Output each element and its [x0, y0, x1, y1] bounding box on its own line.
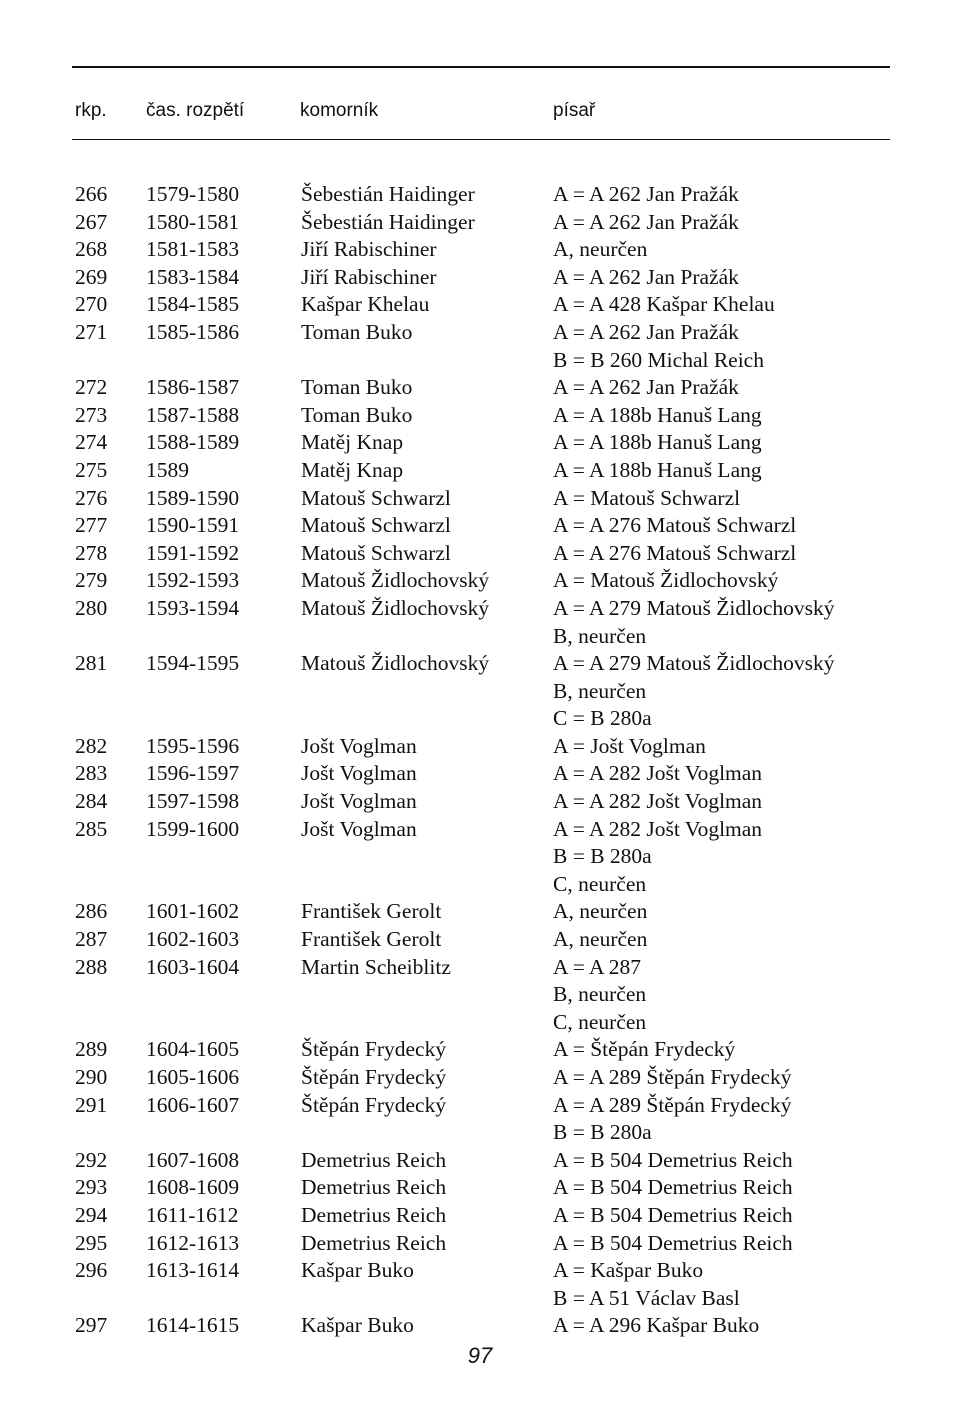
- row-line: [0, 1230, 960, 1258]
- cell-rkp: 286: [75, 899, 108, 924]
- cell-scribe: A = A 287: [553, 954, 641, 979]
- table-row: [0, 816, 960, 899]
- table-row: [0, 650, 960, 733]
- table-row: [0, 402, 960, 430]
- cell-chamberlain: Jošt Voglman: [301, 789, 417, 814]
- cell-scribe: A, neurčen: [553, 237, 648, 262]
- row-line: [0, 788, 960, 816]
- cell-scribe: A = B 504 Demetrius Reich: [553, 1230, 793, 1255]
- cell-time-span: 1599-1600: [146, 816, 240, 841]
- cell-chamberlain: Matouš Schwarzl: [301, 485, 451, 510]
- table-row: [0, 512, 960, 540]
- cell-chamberlain: Jošt Voglman: [301, 733, 417, 758]
- cell-time-span: 1591-1592: [146, 540, 240, 565]
- cell-scribe: A = Matouš Židlochovský: [553, 568, 779, 593]
- cell-time-span: 1605-1606: [146, 1065, 240, 1089]
- row-line: [0, 485, 960, 513]
- cell-time-span: 1589-1590: [146, 485, 240, 510]
- row-line: [0, 457, 960, 485]
- cell-chamberlain: Štěpán Frydecký: [301, 1065, 447, 1089]
- cell-chamberlain: František Gerolt: [301, 899, 442, 924]
- cell-scribe: C, neurčen: [553, 1009, 647, 1034]
- cell-time-span: 1608-1609: [146, 1175, 240, 1200]
- row-line: [0, 954, 960, 982]
- cell-time-span: 1592-1593: [146, 568, 240, 593]
- cell-chamberlain: Štěpán Frydecký: [301, 1037, 447, 1062]
- cell-rkp: 283: [75, 761, 108, 786]
- table-row: [0, 898, 960, 926]
- row-line: [0, 843, 960, 871]
- cell-time-span: 1585-1586: [146, 319, 240, 344]
- table-row: [0, 733, 960, 761]
- cell-rkp: 278: [75, 540, 108, 565]
- cell-scribe: A = A 289 Štěpán Frydecký: [553, 1092, 792, 1117]
- cell-time-span: 1612-1613: [146, 1230, 240, 1255]
- row-line: [0, 1312, 960, 1340]
- cell-chamberlain: Jiří Rabischiner: [301, 237, 437, 262]
- cell-chamberlain: Matouš Schwarzl: [301, 540, 451, 565]
- cell-chamberlain: Šebestián Haidinger: [301, 182, 475, 206]
- table-row: [0, 319, 960, 374]
- cell-time-span: 1602-1603: [146, 927, 240, 952]
- cell-rkp: 294: [75, 1202, 108, 1227]
- cell-rkp: 281: [75, 651, 108, 676]
- table-row: [0, 429, 960, 457]
- cell-rkp: 272: [75, 375, 108, 400]
- cell-time-span: 1584-1585: [146, 292, 240, 317]
- cell-scribe: A = A 289 Štěpán Frydecký: [553, 1065, 792, 1089]
- cell-rkp: 279: [75, 568, 108, 593]
- row-line: [0, 898, 960, 926]
- cell-scribe: A = A 188b Hanuš Lang: [553, 457, 762, 482]
- row-line: [0, 816, 960, 844]
- cell-scribe: A = A 262 Jan Pražák: [553, 319, 739, 344]
- cell-scribe: A = A 262 Jan Pražák: [553, 264, 739, 289]
- cell-time-span: 1588-1589: [146, 430, 240, 455]
- cell-rkp: 276: [75, 485, 108, 510]
- cell-scribe: A = A 188b Hanuš Lang: [553, 430, 762, 455]
- cell-chamberlain: Matouš Židlochovský: [301, 651, 490, 676]
- row-line: [0, 678, 960, 706]
- table-row: [0, 264, 960, 292]
- cell-rkp: 269: [75, 264, 108, 289]
- cell-time-span: 1613-1614: [146, 1258, 240, 1283]
- cell-rkp: 295: [75, 1230, 108, 1255]
- table-row: [0, 1064, 960, 1092]
- header-scribe: písař: [553, 100, 596, 121]
- row-line: [0, 264, 960, 292]
- table-row: [0, 540, 960, 568]
- cell-scribe: A = Kašpar Buko: [553, 1258, 704, 1283]
- table-row: [0, 954, 960, 1037]
- cell-rkp: 296: [75, 1258, 108, 1283]
- row-line: [0, 650, 960, 678]
- cell-chamberlain: Matěj Knap: [301, 430, 404, 455]
- cell-time-span: 1594-1595: [146, 651, 240, 676]
- cell-chamberlain: Matouš Schwarzl: [301, 513, 451, 538]
- cell-chamberlain: Toman Buko: [301, 319, 413, 344]
- cell-scribe: A, neurčen: [553, 899, 648, 924]
- row-line: [0, 1174, 960, 1202]
- table-row: [0, 236, 960, 264]
- table-row: [0, 788, 960, 816]
- row-line: [0, 291, 960, 319]
- cell-rkp: 282: [75, 733, 108, 758]
- cell-scribe: B, neurčen: [553, 982, 647, 1007]
- cell-time-span: 1589: [146, 457, 189, 482]
- cell-rkp: 267: [75, 209, 108, 234]
- cell-time-span: 1614-1615: [146, 1313, 240, 1338]
- row-line: [0, 1009, 960, 1037]
- row-line: [0, 181, 960, 209]
- cell-scribe: A = A 282 Jošt Voglman: [553, 761, 763, 786]
- table-row: [0, 291, 960, 319]
- page-number: 97: [467, 1343, 493, 1368]
- row-line: [0, 623, 960, 651]
- table-row: [0, 1312, 960, 1340]
- table-row: [0, 1092, 960, 1147]
- cell-chamberlain: Jošt Voglman: [301, 816, 417, 841]
- row-line: [0, 236, 960, 264]
- cell-scribe: B = B 280a: [553, 844, 652, 869]
- table-row: [0, 457, 960, 485]
- cell-scribe: C, neurčen: [553, 871, 647, 896]
- cell-scribe: A = B 504 Demetrius Reich: [553, 1202, 793, 1227]
- table-row: [0, 181, 960, 209]
- row-line: [0, 209, 960, 237]
- table-row: [0, 374, 960, 402]
- cell-rkp: 289: [75, 1037, 108, 1062]
- table-row: [0, 1147, 960, 1175]
- row-line: [0, 1147, 960, 1175]
- row-line: [0, 319, 960, 347]
- table-row: [0, 926, 960, 954]
- cell-time-span: 1586-1587: [146, 375, 240, 400]
- cell-chamberlain: Toman Buko: [301, 375, 413, 400]
- cell-chamberlain: Matouš Židlochovský: [301, 568, 490, 593]
- cell-chamberlain: Toman Buko: [301, 402, 413, 427]
- cell-scribe: A = B 504 Demetrius Reich: [553, 1147, 793, 1172]
- row-line: [0, 705, 960, 733]
- cell-rkp: 266: [75, 182, 108, 206]
- cell-rkp: 280: [75, 595, 108, 620]
- cell-scribe: B, neurčen: [553, 623, 647, 648]
- cell-time-span: 1611-1612: [146, 1202, 239, 1227]
- cell-rkp: 292: [75, 1147, 108, 1172]
- cell-scribe: A = Matouš Schwarzl: [553, 485, 741, 510]
- cell-rkp: 290: [75, 1065, 108, 1089]
- row-line: [0, 1119, 960, 1147]
- table-row: [0, 209, 960, 237]
- cell-rkp: 268: [75, 237, 108, 262]
- table-row: [0, 567, 960, 595]
- cell-chamberlain: Jiří Rabischiner: [301, 264, 437, 289]
- cell-scribe: A = B 504 Demetrius Reich: [553, 1175, 793, 1200]
- cell-time-span: 1593-1594: [146, 595, 240, 620]
- cell-scribe: A = A 279 Matouš Židlochovský: [553, 595, 835, 620]
- cell-scribe: A = Jošt Voglman: [553, 733, 706, 758]
- cell-scribe: A = A 428 Kašpar Khelau: [553, 292, 775, 317]
- table-row: [0, 1202, 960, 1230]
- cell-scribe: A = A 276 Matouš Schwarzl: [553, 513, 797, 538]
- row-line: [0, 1092, 960, 1120]
- cell-time-span: 1590-1591: [146, 513, 240, 538]
- header-rkp: rkp.: [75, 100, 107, 121]
- cell-scribe: B, neurčen: [553, 678, 647, 703]
- cell-rkp: 271: [75, 319, 108, 344]
- header-chamberlain: komorník: [300, 100, 379, 121]
- cell-rkp: 291: [75, 1092, 108, 1117]
- cell-scribe: A = A 262 Jan Pražák: [553, 182, 739, 206]
- cell-rkp: 275: [75, 457, 108, 482]
- row-line: [0, 402, 960, 430]
- header-time-span: čas. rozpětí: [146, 100, 245, 121]
- cell-time-span: 1580-1581: [146, 209, 240, 234]
- cell-chamberlain: Šebestián Haidinger: [301, 209, 475, 234]
- top-rule: [72, 66, 890, 68]
- table-row: [0, 1257, 960, 1312]
- cell-scribe: A = A 262 Jan Pražák: [553, 209, 739, 234]
- row-line: [0, 540, 960, 568]
- table-row: [0, 1230, 960, 1258]
- row-line: [0, 926, 960, 954]
- cell-time-span: 1597-1598: [146, 789, 240, 814]
- cell-scribe: A = A 276 Matouš Schwarzl: [553, 540, 797, 565]
- row-line: [0, 871, 960, 899]
- cell-rkp: 277: [75, 513, 108, 538]
- cell-time-span: 1595-1596: [146, 733, 240, 758]
- cell-time-span: 1606-1607: [146, 1092, 240, 1117]
- table-row: [0, 760, 960, 788]
- cell-chamberlain: Kašpar Buko: [301, 1258, 414, 1283]
- row-line: [0, 512, 960, 540]
- cell-time-span: 1579-1580: [146, 182, 240, 206]
- row-line: [0, 595, 960, 623]
- table-row: [0, 1174, 960, 1202]
- table-row: [0, 485, 960, 513]
- cell-rkp: 273: [75, 402, 108, 427]
- header-rule: [72, 139, 890, 140]
- row-line: [0, 347, 960, 375]
- cell-chamberlain: Kašpar Khelau: [301, 292, 430, 317]
- cell-time-span: 1601-1602: [146, 899, 240, 924]
- row-line: [0, 733, 960, 761]
- cell-rkp: 285: [75, 816, 108, 841]
- cell-chamberlain: Demetrius Reich: [301, 1175, 447, 1200]
- cell-time-span: 1603-1604: [146, 954, 240, 979]
- table-row: [0, 595, 960, 650]
- cell-chamberlain: Kašpar Buko: [301, 1313, 414, 1338]
- cell-scribe: A = A 282 Jošt Voglman: [553, 816, 763, 841]
- cell-chamberlain: Štěpán Frydecký: [301, 1092, 447, 1117]
- cell-rkp: 274: [75, 430, 108, 455]
- cell-chamberlain: Matěj Knap: [301, 457, 404, 482]
- cell-chamberlain: Jošt Voglman: [301, 761, 417, 786]
- cell-time-span: 1596-1597: [146, 761, 240, 786]
- cell-chamberlain: Matouš Židlochovský: [301, 595, 490, 620]
- cell-chamberlain: Demetrius Reich: [301, 1147, 447, 1172]
- cell-rkp: 284: [75, 789, 108, 814]
- cell-chamberlain: Demetrius Reich: [301, 1202, 447, 1227]
- cell-chamberlain: František Gerolt: [301, 927, 442, 952]
- cell-chamberlain: Martin Scheiblitz: [301, 954, 451, 979]
- cell-rkp: 287: [75, 927, 108, 952]
- cell-scribe: C = B 280a: [553, 706, 652, 731]
- row-line: [0, 1285, 960, 1313]
- cell-scribe: A = Štěpán Frydecký: [553, 1037, 736, 1062]
- row-line: [0, 760, 960, 788]
- cell-scribe: B = B 280a: [553, 1120, 652, 1145]
- row-line: [0, 1202, 960, 1230]
- row-line: [0, 429, 960, 457]
- cell-scribe: A, neurčen: [553, 927, 648, 952]
- table-body: [0, 181, 960, 1340]
- cell-rkp: 293: [75, 1175, 108, 1200]
- cell-chamberlain: Demetrius Reich: [301, 1230, 447, 1255]
- cell-time-span: 1607-1608: [146, 1147, 240, 1172]
- cell-rkp: 288: [75, 954, 108, 979]
- cell-rkp: 297: [75, 1313, 108, 1338]
- table-row: [0, 1036, 960, 1064]
- table-header: [0, 100, 960, 130]
- cell-time-span: 1604-1605: [146, 1037, 240, 1062]
- cell-scribe: A = A 279 Matouš Židlochovský: [553, 651, 835, 676]
- cell-scribe: B = B 260 Michal Reich: [553, 347, 764, 372]
- row-line: [0, 1257, 960, 1285]
- cell-scribe: A = A 296 Kašpar Buko: [553, 1313, 760, 1338]
- cell-scribe: A = A 282 Jošt Voglman: [553, 789, 763, 814]
- row-line: [0, 567, 960, 595]
- cell-time-span: 1581-1583: [146, 237, 240, 262]
- cell-time-span: 1583-1584: [146, 264, 240, 289]
- cell-rkp: 270: [75, 292, 108, 317]
- row-line: [0, 981, 960, 1009]
- cell-scribe: A = A 262 Jan Pražák: [553, 375, 739, 400]
- cell-scribe: A = A 188b Hanuš Lang: [553, 402, 762, 427]
- row-line: [0, 374, 960, 402]
- row-line: [0, 1036, 960, 1064]
- cell-time-span: 1587-1588: [146, 402, 240, 427]
- cell-scribe: B = A 51 Václav Basl: [553, 1285, 740, 1310]
- row-line: [0, 1064, 960, 1092]
